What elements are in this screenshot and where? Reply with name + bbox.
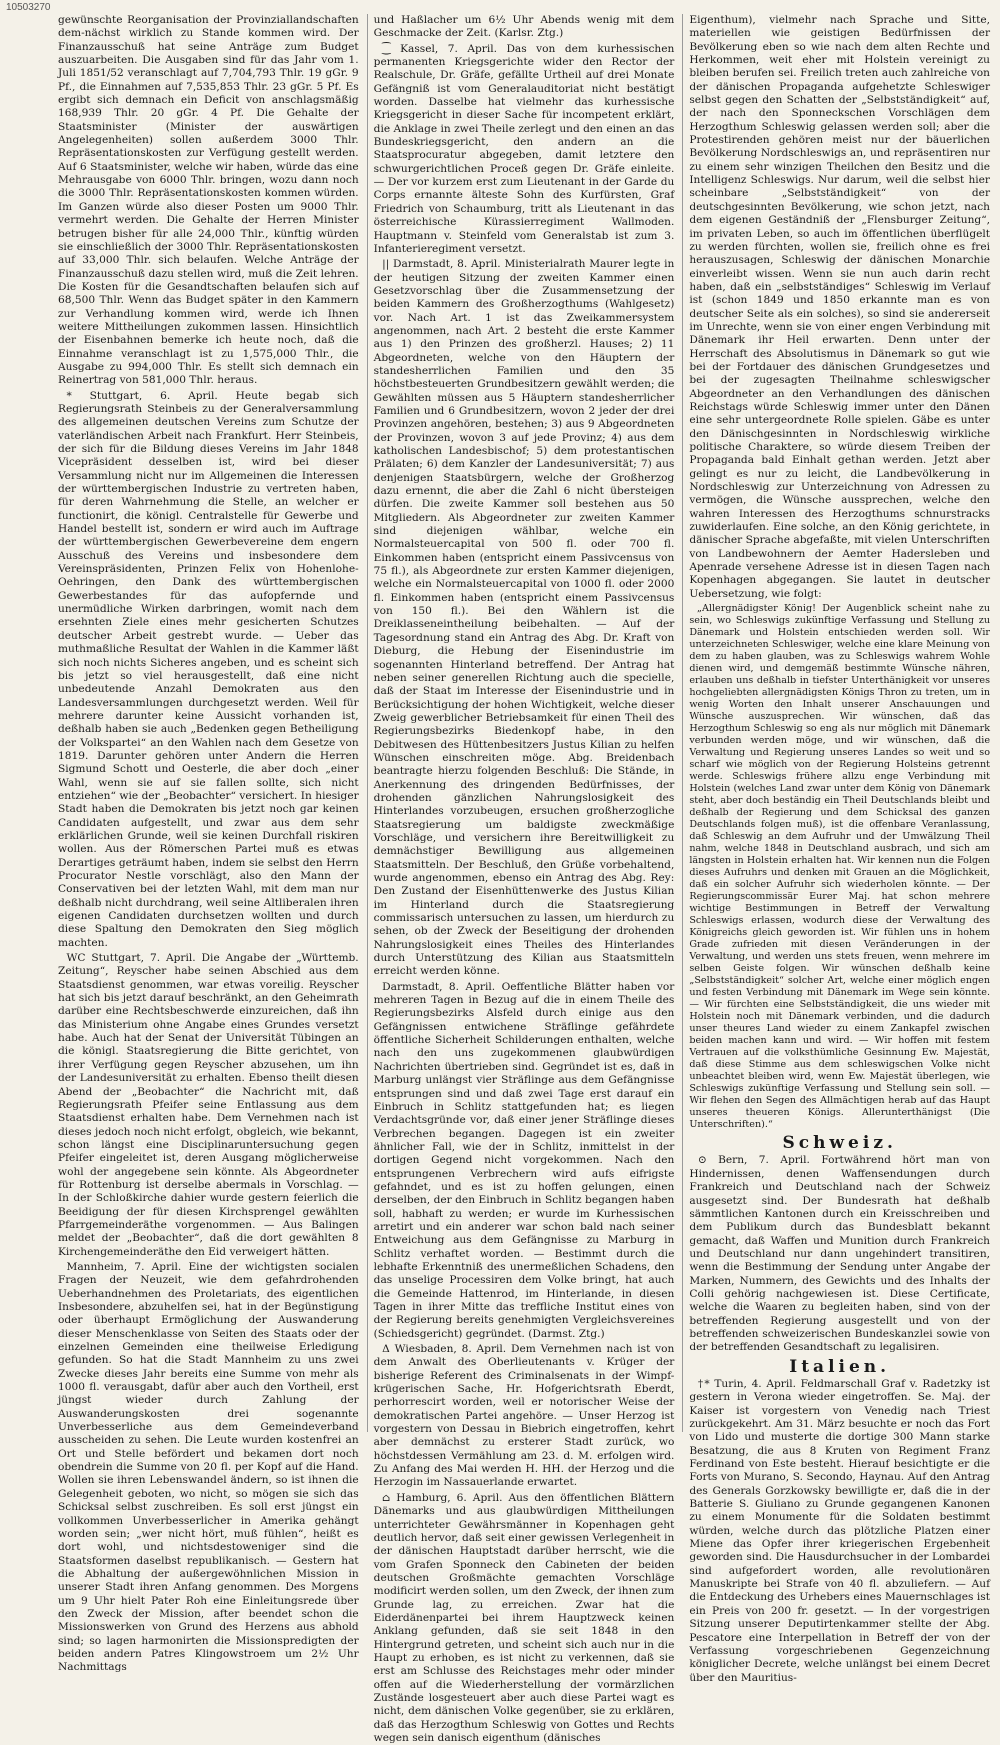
newspaper-columns	[58, 14, 991, 1744]
article-paragraph: gewünschte Reorganisation der Provinziallandschaften dem-nächst wirklich zu Stande kommen wird. Der Finanzausschuß hat seine Anträge zum Budget auszuarbeiten. Die Ausgaben sind für das Jahr vom 1. Juli 1851/52 veranschlagt auf 7,704,793 Thlr. 19 gGr. 9 Pf., die Einnahmen auf 7,535,853 Thlr. 23 gGr. 5 Pf. Es ergibt sich demnach ein Deficit von anschlagsmäßig 168,939 Thlr. 20 gGr. 4 Pf. Die Gehalte der Staatsminister (Minister der auswärtigen Angelegenheiten) sollen außerdem 3000 Thlr. Repräsentationskosten zur Verfügung gestellt werden. Auf 6 Staatsminister, welche wir haben, würde das eine Mehrausgabe von 6000 Thlr. bringen, wozu dann noch die 3000 Thlr. Repräsentationskosten kommen würden. Im Ganzen würde also dieser Posten um 9000 Thlr. vermehrt werden. Die Gehalte der Herren Minister betrugen bisher für alle 24,000 Thlr., künftig würden sie einschließlich der 3000 Thlr. Repräsentationskosten auf 33,000 Thlr. sich belaufen. Welche Anträge der Finanzausschuß dazu stellen wird, muß die Zeit lehren. Die Kosten für die Gesandtschaften belaufen sich auf 68,500 Thlr. Wenn das Budget später in den Kammern zur Verhandlung kommen wird, werde ich Ihnen weitere Mittheilungen zukommen lassen. Hinsichtlich der Eisenbahnen bemerke ich heute noch, daß die Einnahme veranschlagt ist zu 1,575,000 Thlr., die Ausgabe zu 994,000 Thlr. Es stellt sich demnach ein Reinertrag von 581,000 Thlr. heraus.	[58, 14, 359, 387]
article-kassel: ⁐ Kassel, 7. April. Das von dem kurhessischen permanenten Kriegsgerichte wider den Rector der Realschule, Dr. Gräfe, gefällte Urtheil auf drei Monate Gefängniß ist vom Generalauditoriat nicht bestätigt worden. Dasselbe hat vielmehr das kurhessische Kriegsgericht in dieser Sache für incompetent erklärt, die Anklage in zwei Theile zerlegt und den einen an das Bundeskriegsgericht, den andern an die Staatsprocuratur abgegeben, damit letztere den schwurgerichtlichen Proceß gegen Dr. Gräfe einleite. — Der vor kurzem erst zum Lieutenant in der Garde du Corps ernannte älteste Sohn des Kurfürsten, Graf Friedrich von Schaumburg, tritt als Lieutenant in das österreichische Kürassierregiment Wallmoden. Hauptmann v. Steinfeld vom Generalstab ist zum 3. Infanterieregiment versetzt.	[373, 42, 675, 255]
article-darmstadt-1: || Darmstadt, 8. April. Ministerialrath Maurer legte in der heutigen Sitzung der zweiten Kammer einen Gesetzvorschlag über die Zusammensetzung der beiden Kammern des Großherzogthums (Wahlgesetz) vor. Nach Art. 1 ist das Zweikammersystem angenommen, nach Art. 2 besteht die erste Kammer aus 1) den Prinzen des großherzl. Hauses; 2) 11 Abgeordneten, welche von den Häuptern der standesherrlichen Familien und den 35 höchstbesteuerten Grundbesitzern gewählt werden; die Gewählten müssen aus 5 Häuptern standesherrlicher Familien und 6 Grundbesitzern, wovon 2 jeder der drei Provinzen angehören, bestehen; 3) aus 9 Abgeordneten der Provinzen, wovon 3 auf jede Provinz; 4) aus dem katholischen Landesbischof; 5) dem protestantischen Prälaten; 6) dem Kanzler der Landesuniversität; 7) aus denjenigen Staatsbürgern, welche der Großherzog dazu ernennt, die aber die Zahl 6 nicht übersteigen dürfen. Die zweite Kammer soll bestehen aus 50 Mitgliedern. Als Abgeordneter zur zweiten Kammer sind diejenigen wählbar, welche ein Normalsteuercapital von 500 fl. oder 700 fl. Einkommen haben (entspricht einem Passivcensus von 75 fl.), als Abgeordnete zur ersten Kammer diejenigen, welche ein Normalsteuercapital von 1000 fl. oder 2000 fl. Einkommen haben (entspricht einem Passivcensus von 150 fl.). Bei den Wählern ist die Dreiklasseneintheilung beibehalten. — Auf der Tagesordnung stand ein Antrag des Abg. Dr. Kraft von Dieburg, die Hebung der Eisenindustrie im sogenannten Hinterland betreffend. Der Antrag hat neben seiner generellen Richtung auch die specielle, daß der Staat im Interesse der Eisenindustrie und in Berücksichtigung der hohen Wichtigkeit, welche dieser Zweig gewerblicher Betriebsamkeit für einen Theil des Regierungsbezirks Biedenkopf habe, in den Debitwesen des Hüttenbesitzers Justus Kilian zu helfen Wünschen einschreiten möge. Abg. Breidenbach beantragte hierzu folgenden Beschluß: Die Stände, in Anerkennung des dringenden Bedürfnisses, der drohenden gänzlichen Nahrungslosigkeit des Hinterlandes vorzubeugen, ersuchen großherzogliche Staatsregierung um baldigste zweckmäßige Vorschläge, und versichern ihre Bereitwilligkeit zu demnächstiger Bewilligung aus allgemeinen Staatsmitteln. Der Beschluß, den Grüße vorbehaltend, wurde angenommen, ebenso ein Antrag des Abg. Rey: Den Zustand der Eisenhüttenwerke des Justus Kilian im Hinterland durch die Staatsregierung commissarisch untersuchen zu lassen, um hierdurch zu sehen, ob der Zweck der Beseitigung der drohenden Nahrungslosigkeit eines Theiles des Hinterlandes durch Unterstützung des Kilian aus Staatsmitteln erreicht werden könne.	[373, 258, 675, 978]
section-heading-schweiz: Schweiz.	[782, 1133, 897, 1154]
column-1	[58, 14, 359, 1674]
article-darmstadt-2: Darmstadt, 8. April. Oeffentliche Blätter haben vor mehreren Tagen in Bezug auf die in einem Theile des Regierungsbezirks Alsfeld durch einige aus den Gefängnissen entwichene Sträflinge gefährdete öffentliche Sicherheit Schilderungen enthalten, welche nach den uns zugekommenen glaubwürdigen Nachrichten übertrieben sind. Gegründet ist es, daß in Marburg unlängst vier Sträflinge aus dem Gefängnisse entsprungen sind und daß zwei Tage erst darauf ein Einbruch in Schlitz stattgefunden hat; es liegen Verdachtsgründe vor, daß einer jener Sträflinge dieses Verbrechen begangen. Dagegen ist ein zweiter ähnlicher Fall, wie der in Schlitz, inmittelst in der dortigen Gegend nicht vorgekommen. Nach den entsprungenen Verbrechern wird aufs eifrigste gefahndet, und es ist zu hoffen gelungen, einen derselben, der den Einbruch in Schlitz begangen haben soll, habhaft zu werden; er wurde im Kurhessischen arretirt und ein anderer war schon bald nach seiner Entweichung aus dem Gefängnisse zu Marburg in Schlitz verhaftet worden. — Bestimmt durch die lebhafte Erkenntniß des unermeßlichen Schadens, den das unselige Processiren dem Volke bringt, hat auch die Gemeinde Hattenrod, im Hinterlande, in diesen Tagen in ihrer Mitte das treffliche Institut eines von der Regierung bereits genehmigten Vergleichsvereines (Schiedsgericht) gegründet. (Darmst. Ztg.)	[373, 980, 675, 1340]
article-stuttgart-2: WC Stuttgart, 7. April. Die Angabe der „Württemb. Zeitung“, Reyscher habe seinen Abschied aus dem Staatsdienst genommen, war etwas voreilig. Reyscher hat sich bis jetzt darauf beschränkt, an den Geheimrath darüber eine Rechtsbeschwerde einzureichen, daß ihn das Ministerium ohne Angabe eines Grundes versetzt habe. Auch hat der Senat der Universität Tübingen an die königl. Staatsregierung die Bitte gerichtet, von ihrer Verfügung gegen Reyscher abzusehen, um ihn der Landesuniversität zu erhalten. Ebenso theilt diesen Abend der „Beobachter“ die Nachricht mit, daß Regierungsrath Pfeifer seine Entlassung aus dem Staatsdienst erhalten habe. Dem Vernehmen nach ist dieses jedoch noch nicht erfolgt, obgleich, wie bekannt, schon längst eine Disciplinaruntersuchung gegen Pfeifer eingeleitet ist, deren Ausgang möglicherweise wohl der angegebene sein könnte. Als Abgeordneter für Rottenburg ist derselbe abermals in Vorschlag. — In der Schloßkirche dahier wurde gestern feierlich die Beeidigung der für diesen Kirchsprengel gewählten Pfarrgemeinderäthe vorgenommen. — Aus Balingen meldet der „Beobachter“, daß die dort gewählten 8 Kirchengemeinderäthe den Eid verweigert hätten.	[58, 952, 359, 1258]
article-turin: †* Turin, 4. April. Feldmarschall Graf v. Radetzky ist gestern in Verona wieder eingetroffen. Se. Maj. der Kaiser ist vorgestern von Venedig nach Triest zurückgekehrt. Am 31. März besuchte er noch das Fort von Lido und musterte die dortige 300 Mann starke Besatzung, die aus 8 Kruten von Regiment Franz Ferdinand von Este besteht. Hierauf besichtigte er die Forts von Murano, S. Secondo, Haynau. Auf den Antrag des Generals Gorzkowsky bewilligte er, daß die in der Batterie S. Giuliano zu Grunde gegangenen Kanonen zu einem Monumente für die Soldaten bestimmt würden, welche durch das plötzliche Platzen einer Miene das Opfer ihrer kriegerischen Ergebenheit geworden sind. Die Hausdurchsucher in der Lombardei sind aufgefordert worden, alle revolutionären Manuskripte bei Strafe von 40 fl. abzuliefern. — Auf die Entdeckung des Urhebers eines Mauernschlages ist ein Preis von 200 fr. gesetzt. — In der vorgestrigen Sitzung unserer Deputirtenkammer stellte der Abg. Pescatore eine Interpellation in Betreff der von der Verfassung vorgeschriebenen Gegenzeichnung königlicher Decrete, welche unlängst bei einem Decret über den Mauritius-	[689, 1377, 991, 1684]
article-bern: ⊙ Bern, 7. April. Fortwährend hört man von Hindernissen, denen Waffensendungen durch Frankreich und Deutschland nach der Schweiz ausgesetzt sind. Der Bundesrath hat deßhalb sämmtlichen Kantonen durch ein Kreisschreiben und dem Publikum durch das Bundesblatt bekannt gemacht, daß Waffen und Munition durch Frankreich und Deutschland nur dann ungehindert transitiren, wenn die Bestimmung der Sendung unter Angabe der Marken, Nummern, des Gewichts und des Inhalts der Colli gehörig nachgewiesen ist. Diese Certificate, welche die Waaren zu begleiten haben, sind von der betreffenden Regierung ausgestellt und von der betreffenden schweizerischen Bundeskanzlei sowie von der betreffenden Gesandtschaft zu legalisiren.	[689, 1154, 991, 1354]
page-id: 10503270	[6, 2, 51, 13]
column-3	[682, 14, 991, 1684]
article-mannheim: Mannheim, 7. April. Eine der wichtigsten socialen Fragen der Neuzeit, wie dem gefahrdrohenden Ueberhandnehmen des Proletariats, des eigentlichen Insbesondere, abzuhelfen sei, hat in der Begünstigung oder überhaupt Ermöglichung der Auswanderung dieser Menschenklasse von Seiten des Staats oder der einzelnen Gemeinden eine theilweise Erledigung gefunden. So hat die Stadt Mannheim zu uns zwei Zwecke dieses Jahr bereits eine Summe von mehr als 1000 fl. verausgabt, dafür aber auch den Vortheil, erst jüngst wieder durch Zahlung der Auswanderungskosten drei sogenannte Unverbesserliche aus dem Gemeindeverband ausscheiden zu sehen. Die Leute wurden kostenfrei an Ort und Stelle befördert und bekamen dort noch obendrein die Summe von 20 fl. per Kopf auf die Hand. Wollen sie ihren Lebenswandel ändern, so ist ihnen die Gelegenheit geboten, wo nicht, so mögen sie sich das Schicksal selbst zuschreiben. Es soll erst jüngst ein vollkommen Unverbesserlicher in Amerika gehängt worden sein; „wer nicht hört, muß fühlen“, heißt es dort wohl, und nichtsdestoweniger sind die Staatsformen daselbst republikanisch. — Gestern hat die Abhaltung der außergewöhnlichen Mission in unserer Stadt ihren Anfang genommen. Des Morgens um 9 Uhr hielt Pater Roh eine Einleitungsrede über den Zweck der Mission, after beendet schon die Missionswerken von Grund des Herzens aus abhold sind; so lagen harmonirten die Missionspredigten der beiden andern Patres Klingowstroem um 2½ Uhr Nachmittags	[58, 1260, 359, 1674]
column-2	[367, 14, 675, 1744]
section-heading-italien: Italien.	[789, 1356, 891, 1377]
article-stuttgart-1: * Stuttgart, 6. April. Heute begab sich Regierungsrath Steinbeis zu der Generalversammlung des allgemeinen deutschen Vereins zum Schutze der vaterländischen Arbeit nach Frankfurt. Herr Steinbeis, der sich für die Bildung dieses Vereins im Jahr 1848 Vicepräsident desselben ist, wird bei dieser Versammlung nicht nur im Allgemeinen die Interessen der württembergischen Industrie zu vertreten haben, für deren Wahrnehmung die Stelle, an welcher er functionirt, die königl. Centralstelle für Gewerbe und Handel bestellt ist, sondern er wird auch im Auftrage der württembergischen Gewerbevereine dem engern Ausschuß des Vereins und insbesondere dem Vereinspräsidenten, Prinzen Felix von Hohenlohe-Oehringen, den Dank des württembergischen Gewerbestandes für das aufopfernde und unermüdliche Wirken darbringen, womit nach dem ersehnten Ziele eines mehr gesicherten Schutzes deutscher Arbeit gestrebt wurde. — Ueber das muthmaßliche Resultat der Wahlen in die Kammer läßt sich noch nichts Sicheres angeben, und es scheint sich bis jetzt so viel herausgestellt, daß eine nicht unbedeutende Anzahl Demokraten aus den Landesversammlungen durchgesetzt werden. Weil für mehrere darunter keine Aussicht vorhanden ist, deßhalb haben sie auch „Bedenken gegen Betheiligung der Volkspartei“ an den Wahlen nach dem Gesetze von 1819. Darunter gehören unter Andern die Herren Sigmund Schott und Oesterle, die aber doch „einer Wahl, wenn sie auf sie fallen sollte, sich nicht entziehen“ wie der „Beobachter“ versichert. In hiesiger Stadt haben die Demokraten bis jetzt noch gar keinen Candidaten aufgestellt, und zwar aus dem sehr erklärlichen Grunde, weil sie keinen Durchfall riskiren wollen. Aus der Römerschen Partei muß es etwas Derartiges geträumt haben, indem sie selbst den Herrn Procurator Nestle vorschlägt, also den Mann der Conservativen bei der letzten Wahl, mit dem man nur deßhalb nicht durchdrang, weil seine Altliberalen ihren eigenen Candidaten durchsetzen wollten und durch diese Spaltung den Demokraten den Sieg möglich machten.	[58, 389, 359, 949]
article-paragraph: und Haßlacher um 6½ Uhr Abends wenig mit dem Geschmacke der Zeit. (Karlsr. Ztg.)	[373, 14, 675, 40]
article-paragraph: Eigenthum), vielmehr nach Sprache und Sitte, materiellen wie geistigen Bedürfnissen der Bevölkerung eben so wie nach dem alten Rechte und Herkommen, weit eher mit Holstein vereinigt zu bleiben berufen sei. Freilich treten auch zahlreiche von der dänischen Propaganda aufgehetzte Schleswiger selbst gegen den Schatten der „Selbstständigkeit“ auf, der nach den Sponneckschen Vorschlägen dem Herzogthum Schleswig gelassen werden soll; aber die Protestirenden gehören meist nur der bäuerlichen Bevölkerung Nordschleswigs an, und repräsentiren nur zu einem sehr winzigen Theilchen den Besitz und die Intelligenz Schleswigs. Nur darum, weil die selbst hier scheinbare „Selbstständigkeit“ von der deutschgesinnten Bevölkerung, wie schon jetzt, nach dem eigenen Geständniß der „Flensburger Zeitung“, im privaten Leben, so auch im öffentlichen überflügelt zu werden fürchten, wollen sie, freilich ohne es frei herauszusagen, Schleswig der dänischen Monarchie einverleibt wissen. Wenn sie nun auch darin recht haben, daß ein „selbstständiges“ Schleswig im Verlauf ist (schon 1849 und 1850 erkannte man es von deutscher Seite als ein solches), so sind sie andererseit im Unrechte, wenn sie von einer engen Verbindung mit Dänemark ihr Heil erwarten. Denn unter der Herrschaft des Absolutismus in Dänemark so gut wie bei der Fortdauer des dänischen Grundgesetzes und bei der zugesagten Theilnahme schleswigscher Abgeordneter an den Verhandlungen des dänischen Reichstags würde Schleswig immer unter den Dänen eine sehr untergeordnete Rolle spielen. Gäbe es unter den Dänischgesinnten in Nordschleswig wirkliche politische Charaktere, so würde diesem Treiben der Propaganda bald Einhalt gethan werden. Jetzt aber gelingt es nur zu leicht, die Landbevölkerung in Nordschleswig zur Unterzeichnung von Adressen zu vermögen, die Wünsche aussprechen, welche den wahren Interessen des Herzogthums schnurstracks zuwiderlaufen. Eine solche, an den König gerichtete, in dänischer Sprache abgefaßte, mit vielen Unterschriften von Landbewohnern der Aemter Hadersleben und Apenrade versehene Adresse ist in diesen Tagen nach Kopenhagen abgegangen. Sie lautet in deutscher Uebersetzung, wie folgt:	[689, 14, 991, 600]
article-wiesbaden: Δ Wiesbaden, 8. April. Dem Vernehmen nach ist von dem Anwalt des Oberlieutenants v. Krüger der bisherige Referent des Criminalsenats in der Wimpf-krügerischen Sache, Hr. Hofgerichtsrath Eberdt, perhorrescirt worden, weil er notorischer Weise der demokratischen Partei angehöre. — Unser Herzog ist vorgestern von Dessau in Biebrich eingetroffen, kehrt aber demnächst zu ersterer Stadt zurück, wo höchstdessen Vermählung am 23. d. M. erfolgen wird. Zu Anfang des Mai werden H. HH. der Herzog und die Herzogin im Nassauerlande erwartet.	[373, 1343, 675, 1489]
article-hamburg: ⌂ Hamburg, 6. April. Aus den öffentlichen Blättern Dänemarks und aus glaubwürdigen Mittheilungen unterrichteter Gewährsmänner in Kopenhagen geht deutlich hervor, daß seit einer gewissen Verlegenheit in der dänischen Hauptstadt darüber herrscht, wie die vom Grafen Sponneck den Cabineten der beiden deutschen Großmächte gemachten Vorschläge modificirt werden sollen, um den Zweck, der ihnen zum Grunde lag, zu erreichen. Zwar hat die Eiderdänenpartei bei ihrem Hauptzweck keinen Anklang gefunden, daß sie seit 1848 in den Hintergrund getreten, und scheint sich auch nur in die Haupt zu erhoben, es ist nicht zu verkennen, daß sie erst am Schlusse des Reichstages mehr oder minder offen auf die Wiederherstellung der vormärzlichen Zustände losgesteuert aber auch diese Partei wagt es nicht, dem dänischen Volke gegenüber, sie zu erklären, daß das Herzogthum Schleswig von Gottes und Rechts wegen sein danisch eigenthum (dänisches	[373, 1491, 675, 1744]
address-quote: „Allergnädigster König! Der Augenblick scheint nahe zu sein, wo Schleswigs zukünftige Verfassung und Stellung zu Dänemark und Holstein entschieden werden soll. Wir unterzeichneten Schleswiger, welche eine klare Meinung von dem zu haben glauben, was zu Schleswigs wahrem Wohle dienen wird, und demgemäß bestimmte Wünsche nähren, erlauben uns deßhalb in tiefster Unterthänigkeit vor unseres hochgeliebten allergnädigsten Königs Thron zu treten, um in wenig Worten den Inhalt unserer Anschauungen und Wünsche auszusprechen. Wir wünschen, daß das Herzogthum Schleswig so eng als nur möglich mit Dänemark verbunden werden möge, und wir wünschen, daß die Verwaltung und Regierung unseres Landes so weit und so scharf wie möglich von der Regierung Holsteins getrennt werde. Schleswigs frühere allzu enge Verbindung mit Holstein (welches Land zwar unter dem König von Dänemark steht, aber doch beständig ein Theil Deutschlands bleibt und deßhalb der Regierung und dem Schicksal des ganzen Deutschlands folgen muß), ist die offenbare Veranlassung, daß Schleswig an dem Aufruhr und der Umwälzung Theil nahm, welche 1848 in Deutschland ausbrach, und sich am längsten in Holstein erhalten hat. Wir kennen nun die Folgen dieses Aufruhrs und denken mit Grauen an die Möglichkeit, daß ein solcher Aufruhr sich wiederholen könnte. — Der Regierungscommissär Eurer Maj. hat schon mehrere wichtige Bestimmungen in Betreff der Verwaltung Schleswigs erlassen, wodurch diese der Verwaltung des Königreichs gleich geworden ist. Wir fühlen uns in hohem Grade zufrieden mit diesen Veränderungen in der Verwaltung, und werden uns stets freuen, wenn mehrere im selben Geiste folgen. Wir wünschen deßhalb keine „Selbstständigkeit“ solcher Art, welche einer möglich engen und festen Verbindung mit Dänemark im Wege sein könnte. — Wir fürchten eine Selbstständigkeit, die uns wieder mit Holstein noch mit Dänemark verbinden, und die dadurch unser theures Land wieder zu einem Zankapfel zwischen beiden machen kann und wird. — Wir hoffen mit festem Vertrauen auf die volksthümliche Gesinnung Ew. Majestät, daß diese Stimme aus dem schleswigschen Volke nicht unbeachtet bleiben wird, wenn Ew. Majestät überlegen, wie Schleswigs zukünftige Verfassung und Stellung sein soll. — Wir flehen den Segen des Allmächtigen herab auf das Haupt unseres theueren Königs. Allerunterthänigst (Die Unterschriften).“	[689, 603, 991, 1131]
